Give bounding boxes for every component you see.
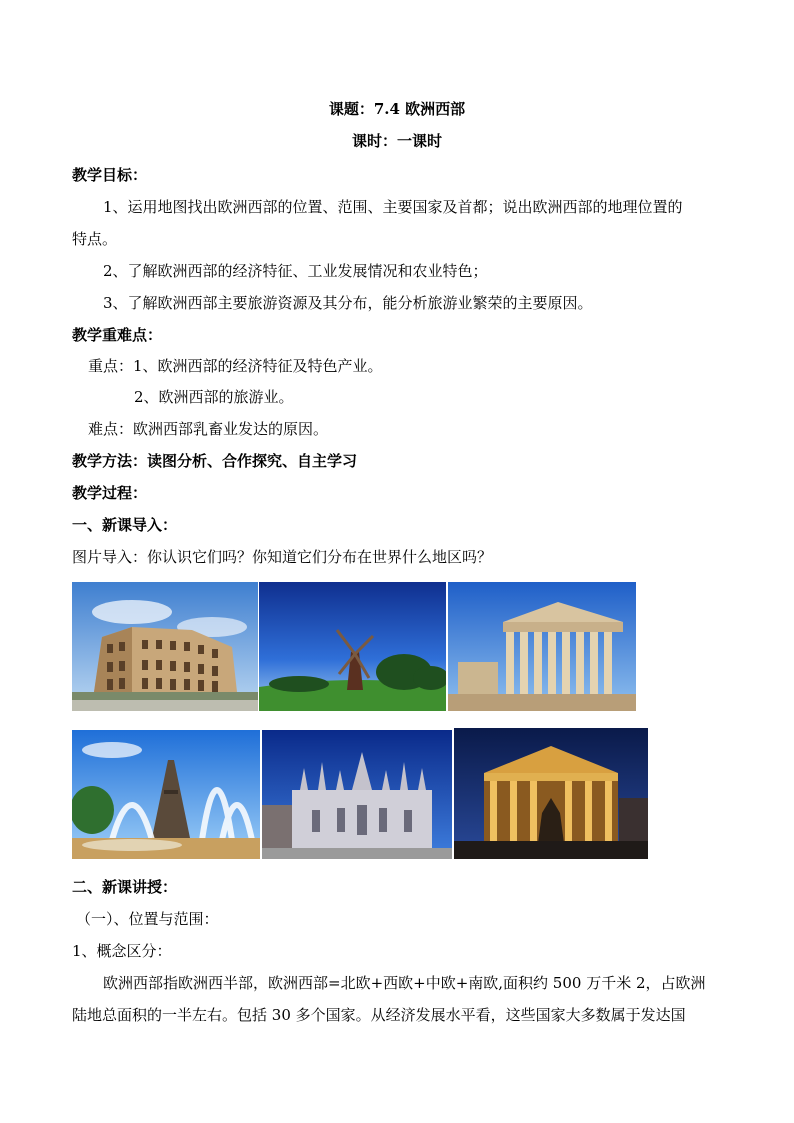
objective-2: 2、了解欧洲西部的经济特征、工业发展情况和农业特色； (103, 262, 488, 280)
key-points-heading: 教学重难点： (72, 326, 163, 344)
parliament-night-photo (454, 728, 648, 859)
concept-heading: 1、概念区分： (72, 942, 172, 960)
colosseum-photo (72, 582, 258, 711)
teaching-methods: 教学方法：读图分析、合作探究、自主学习 (72, 452, 358, 470)
objective-3: 3、了解欧洲西部主要旅游资源及其分布，能分析旅游业繁荣的主要原因。 (103, 294, 593, 312)
section-1-heading: 一、新课导入： (72, 516, 178, 534)
difficulty-point: 难点：欧洲西部乳畜业发达的原因。 (88, 420, 329, 438)
windmill-photo (259, 582, 446, 711)
process-heading: 教学过程： (72, 484, 148, 502)
paragraph-line-2: 陆地总面积的一半左右。包括 30 多个国家。从经济发展水平看，这些国家大多数属于发达国 (72, 1006, 686, 1024)
eiffel-tower-photo (72, 730, 260, 859)
objective-1-line-2: 特点。 (72, 230, 118, 248)
objectives-heading: 教学目标： (72, 166, 148, 184)
milan-cathedral-photo (262, 730, 452, 859)
page-title: 课题：7.4 欧洲西部 (328, 100, 466, 118)
objective-1-line-1: 1、运用地图找出欧洲西部的位置、范围、主要国家及首都；说出欧洲西部的地理位置的 (103, 198, 683, 216)
section-1-text: 图片导入：你认识它们吗？你知道它们分布在世界什么地区吗？ (72, 548, 493, 566)
paragraph-line-1: 欧洲西部指欧洲西半部，欧洲西部=北欧+西欧+中欧+南欧,面积约 500 万千米 2，占欧洲 (103, 974, 706, 992)
key-point-1: 重点：1、欧洲西部的经济特征及特色产业。 (88, 357, 383, 375)
section-2-heading: 二、新课讲授： (72, 878, 178, 896)
lesson-time: 课时：一课时 (351, 132, 442, 150)
key-point-2: 2、欧洲西部的旅游业。 (134, 388, 294, 406)
parthenon-photo (448, 582, 636, 711)
subsection-location: （一）、位置与范围： (76, 910, 219, 928)
